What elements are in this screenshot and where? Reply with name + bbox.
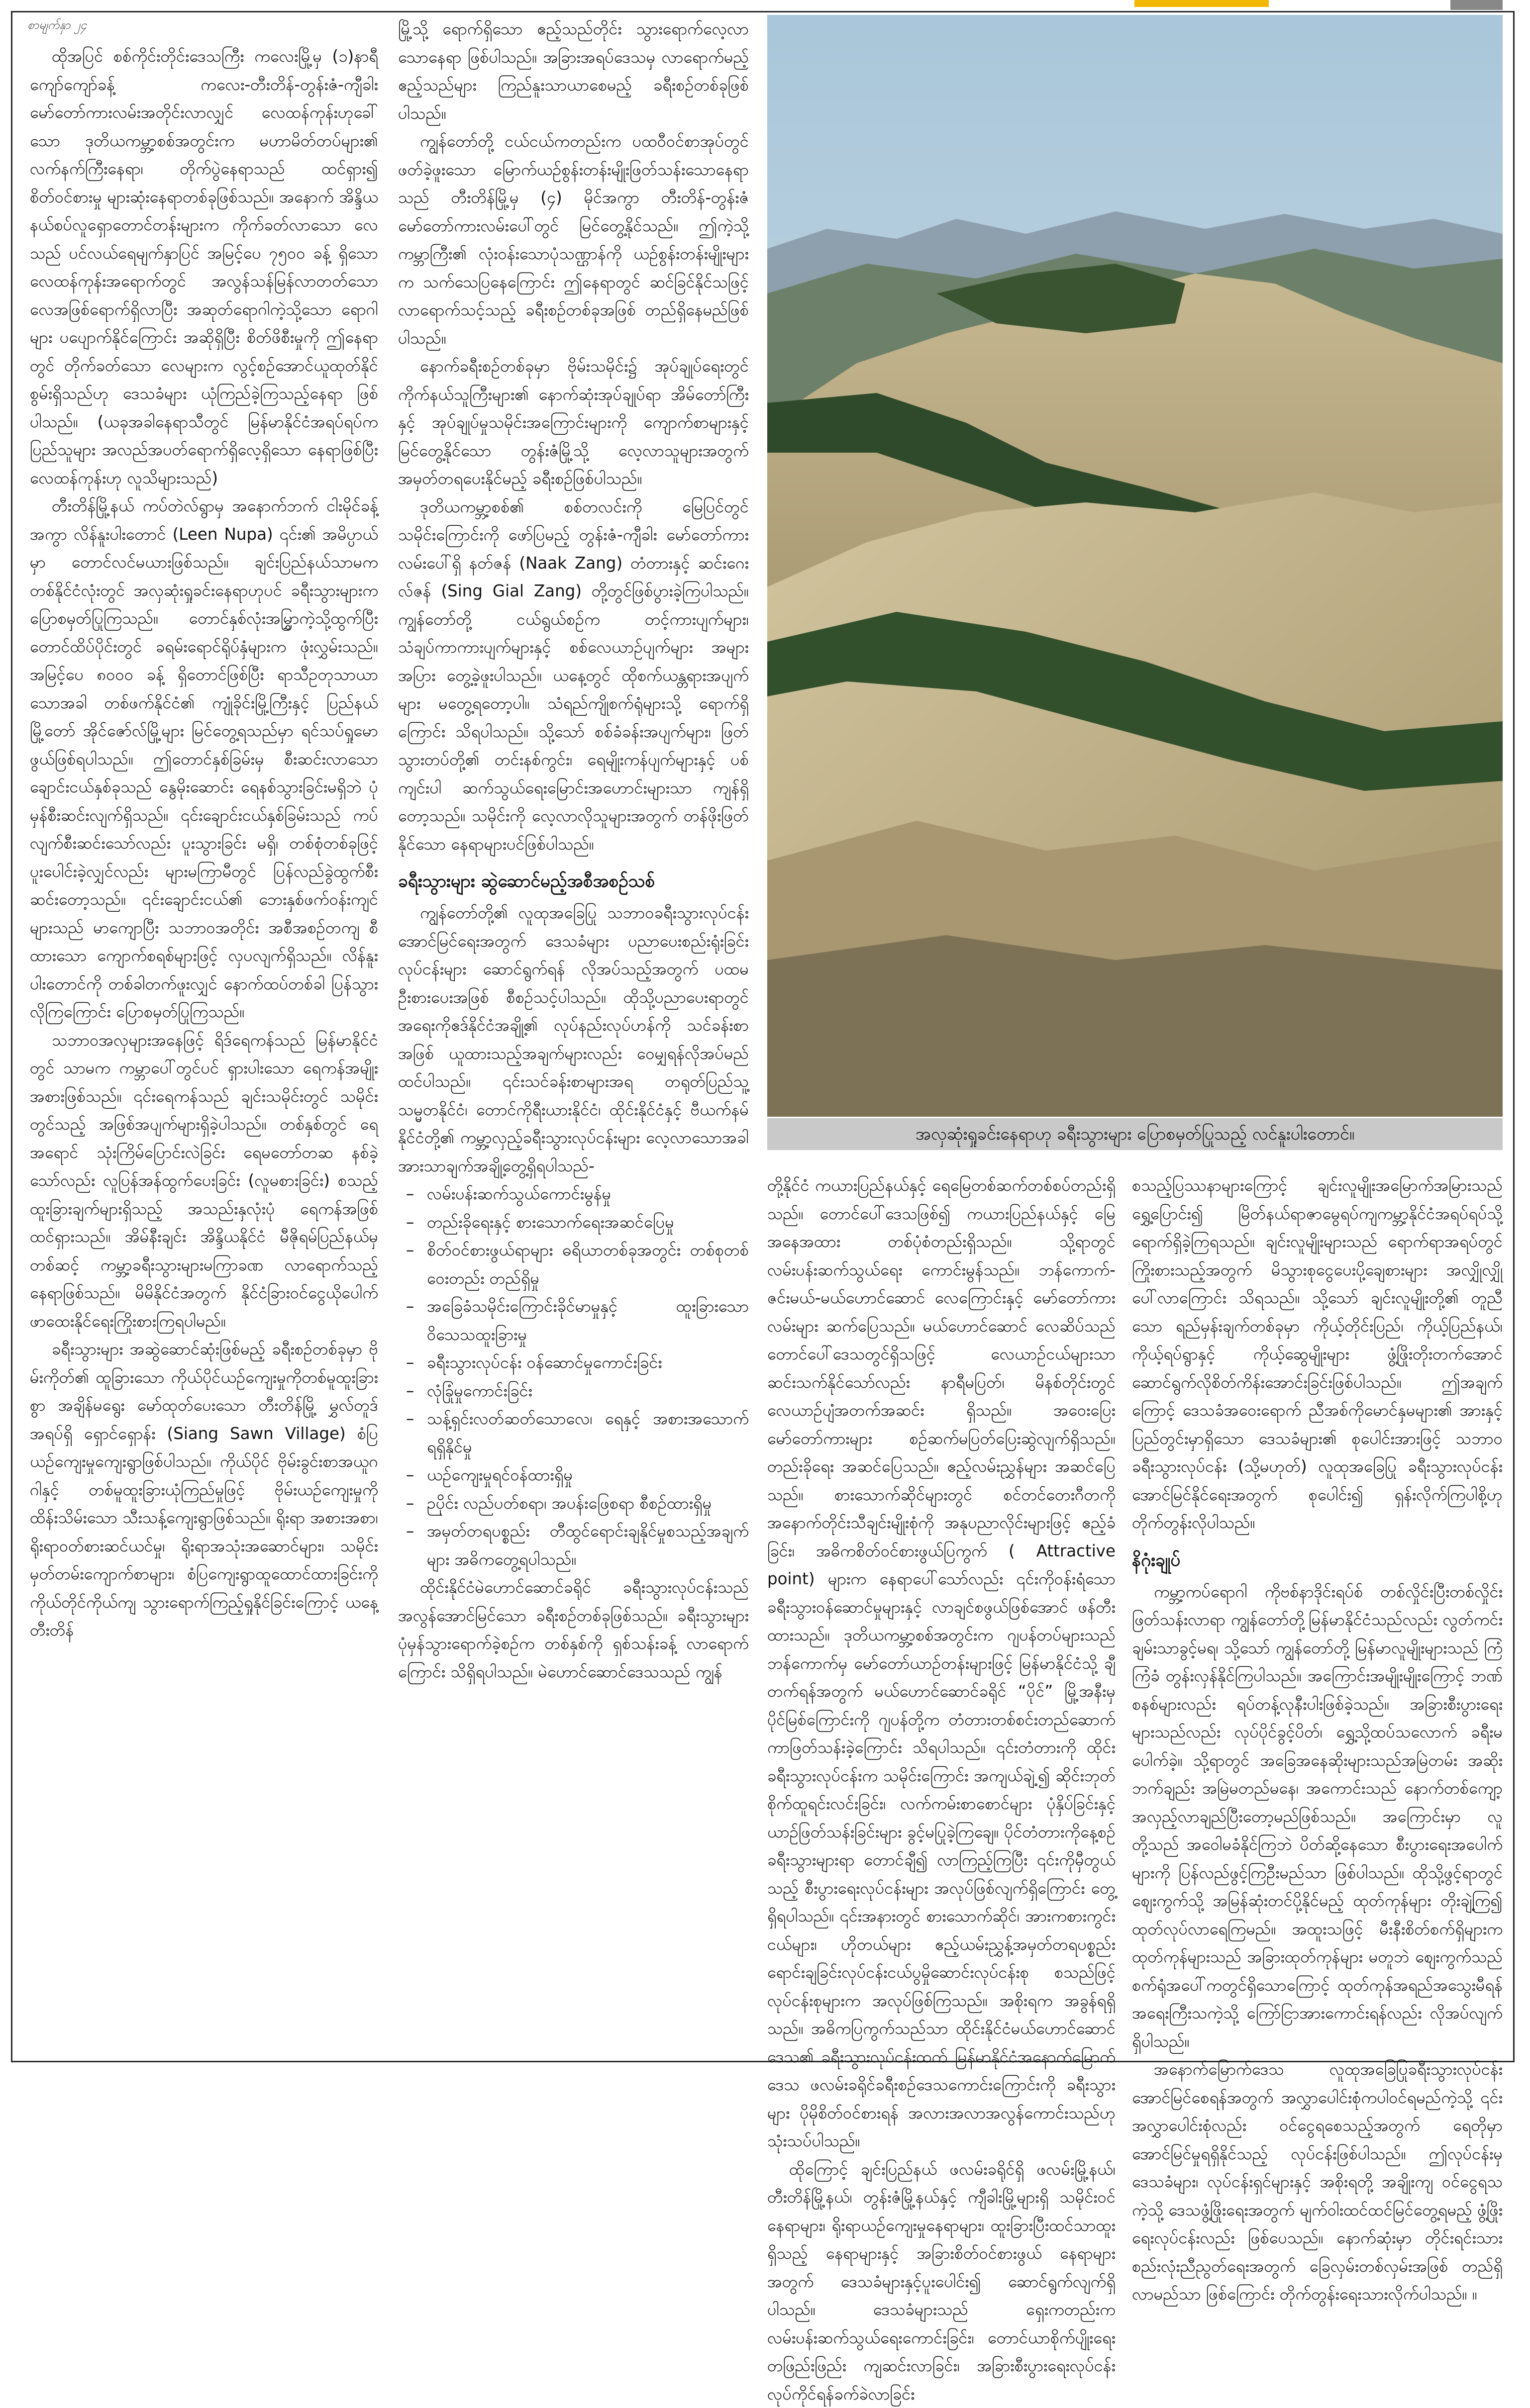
list-item-text: ဉပိုင်း လည်ပတ်စရာ၊ အပန်းဖြေစရာ စီစဉ်ထားရှိမှု <box>427 1494 712 1513</box>
article-photo <box>767 15 1503 1117</box>
list-item-text: ခရီးသွားလုပ်ငန်း ဝန်ဆောင်မှုကောင်းခြင်း <box>427 1353 662 1372</box>
list-item <box>398 1405 749 1461</box>
list-item <box>398 1489 749 1518</box>
list-item-text: ယဉ်ကျေးမှုရင်ဝန်ထားရှိမှု <box>427 1465 573 1484</box>
paragraph: ထိုအပြင် စစ်ကိုင်းတိုင်းဒေသကြီး ကလေးမြို့မှ (၁)နာရီကျော်ကျော်ခန့် ကလေး-တီးတိန်-တွန်းဇံ-ကျီခါး မော်တော်ကားလမ်းအတိုင်းလာလျှင် လေထန်ကုန်းဟုခေါ်သော ဒုတိယကမ္ဘာ့စစ်အတွင်းက မဟာမိတ်တပ်များ၏ လက်နက်ကြီးနေရာ၊ တိုက်ပွဲနေရာသည် ထင်ရှား၍ စိတ်ဝင်စားမှု များဆုံးနေရာတစ်ခုဖြစ်သည်။ အနောက် အိန္ဒိယနယ်စပ်လူရှောတောင်တန်းများက ကိုက်ခတ်လာသော လေသည် ပင်လယ်ရေမျက်နှာပြင် အမြင့်ပေ ၇၅၀၀ ခန့် ရှိသော လေထန်ကုန်းအရောက်တွင် အလွန်သန်မြန်လာတတ်သော လေအဖြစ်ရောက်ရှိလာပြီး အဆုတ်ရောဂါကဲ့သို့သော ရောဂါများ ပပျောက်နိုင်ကြောင်း အဆိုရှိပြီး စိတ်ဖိစီးမှုကို ဤနေရာတွင် တိုက်ခတ်သော လေများက လွင့်စဉ်အောင်ယူထုတ်နိုင်စွမ်းရှိသည်ဟု ဒေသခံများ ယုံကြည်ခဲ့ကြသည့်နေရာ ဖြစ်ပါသည်။ (ယခုအခါနေရာသီတွင် မြန်မာနိုင်ငံအရပ်ရပ်က ပြည်သူများ အလည်အပတ်ရောက်ရှိလေ့ရှိသော နေရာဖြစ်ပြီး လေထန်ကုန်းဟု လူသိများသည်) <box>30 42 378 492</box>
paragraph: အနောက်မြောက်ဒေသ လူထုအခြေပြုခရီးသွားလုပ်ငန်းအောင်မြင်စေရန်အတွက် အလွှာပေါင်းစုံကပါဝင်ရမည်ကဲ့သို့ ၎င်းအလွှာပေါင်းစုံလည်း ဝင်ငွေရစေသည့်အတွက် ရေတိုမှာ အောင်မြင်မှုရရှိနိုင်သည့် လုပ်ငန်းဖြစ်ပါသည်။ ဤလုပ်ငန်းမှ ဒေသခံများ၊ လုပ်ငန်းရှင်များနှင့် အစိုးရတို့ အချိုးကျ ဝင်ငွေရသကဲ့သို့ ဒေသဖွံ့ဖြိုးရေးအတွက် မျက်ဝါးထင်ထင်မြင်တွေ့ရမည့် ဖွံ့ဖြိုးရေးလုပ်ငန်းလည်း ဖြစ်ပေသည်။ နောက်ဆုံးမှာ တိုင်းရင်းသား စည်းလုံးညီညွတ်ရေးအတွက် ခြေလှမ်းတစ်လှမ်းအဖြစ် တည်ရှိလာမည်သာ ဖြစ်ကြောင်း တိုက်တွန်းရေးသားလိုက်ပါသည်။ ။ <box>1132 2055 1503 2309</box>
paragraph: ခရီးသွားများ အဆွဲဆောင်ဆုံးဖြစ်မည့် ခရီးစဉ်တစ်ခုမှာ ဗိုမ်းကိုတ်၏ ထူခြားသော ကိုယ်ပိုင်ယဉ်ကျေးမှုကိုတစ်မူထူးခြားစွာ အချိန်မရွေး မော်ထုတ်ပေးသော တီးတိန်မြို့ မွှလ်တူဒ်အရပ်ရှိ ရှောင်ရှောန်း (Siang Sawn Village) စံပြယဉ်ကျေးမှုကျေးရွာဖြစ်ပါသည်။ ကိုယ်ပိုင် ဗိုမ်းခွင်းစာအယူဂဂါနှင့် တစ်မူထူးခြားယုံကြည်မှုဖြင့် ဗိုမ်းယဉ်ကျေးမှုကို ထိန်းသိမ်းသော သီးသန့်ကျေးရွာဖြစ်သည်။ ရိုးရာ အစားအစာ၊ ရိုးရာဝတ်စားဆင်ယင်မှု၊ ရိုးရာအသုံးအဆောင်များ၊ သမိုင်းမှတ်တမ်းကျောက်စာများ၊ စံပြကျေးရွာထူထောင်ထားခြင်းကို ကိုယ်တိုင်ကိုယ်ကျ သွားရောက်ကြည့်ရှုနိုင်ခြင်းကြောင့် ယနေ့ တီးတိန် <box>30 1335 378 1644</box>
list-item <box>398 1461 749 1489</box>
page-header-label: စာမျက်နှာ ၂၄ <box>27 17 87 35</box>
paragraph: နောက်ခရီးစဉ်တစ်ခုမှာ ဗိုမ်းသမိုင်း၌ အုပ်ချုပ်ရေးတွင် ကိုက်နယ်သူကြီးများ၏ နောက်ဆုံးအုပ်ချုပ်ရာ အိမ်တော်ကြီးနှင့် အုပ်ချုပ်မှုသမိုင်းအကြောင်းများကို ကျောက်စာများနှင့် မြင်တွေ့နိုင်သော တွန်းဇံမြို့သို့ လေ့လာသူများအတွက် အမှတ်တရပေးနိုင်မည့် ခရီးစဉ်ဖြစ်ပါသည်။ <box>398 352 749 493</box>
list-item <box>398 1180 749 1208</box>
paragraph: ကျွန်တော်တို့၏ လူထုအခြေပြု သဘာဝခရီးသွားလုပ်ငန်း အောင်မြင်ရေးအတွက် ဒေသခံများ ပညာပေးစည်းရုံးခြင်းလုပ်ငန်းများ ဆောင်ရွက်ရန် လိုအပ်သည့်အတွက် ပထမဦးစားပေးအဖြစ် စီစဉ်သင့်ပါသည်။ ထိုသို့ပညာပေးရာတွင် အရေးကိုဧဒ်နိုင်ငံအချို့၏ လုပ်နည်းလုပ်ဟန်ကို သင်ခန်းစာအဖြစ် ယူထားသည့်အချက်များလည်း ဝေမျှရန်လိုအပ်မည်ထင်ပါသည်။ ၎င်းသင်ခန်းစာများအရ တရုတ်ပြည်သူ့သမ္မတနိုင်ငံ၊ တောင်ကိုရီးယားနိုင်ငံ၊ ထိုင်းနိုင်ငံနှင့် ဗီယက်နမ်နိုင်ငံတို့၏ ကမ္ဘာ့လှည့်ခရီးသွားလုပ်ငန်းများ လေ့လာသောအခါ အားသာချက်အချို့တွေ့ရှိရပါသည်- <box>398 899 749 1180</box>
dash-bullet: – <box>406 1461 414 1489</box>
paragraph: ကျွန်တော်တို့ ငယ်ငယ်ကတည်းက ပထဝီဝင်စာအုပ်တွင် ဖတ်ခဲ့ဖူးသော မြောက်ယဉ်စွန်းတန်းမျိုးဖြတ်သန်းသောနေရာသည် တီးတိန်မြို့မှ (၄) မိုင်အကွာ တီးတိန်-တွန်းဇံမော်တော်ကားလမ်းပေါ်တွင် မြင်တွေ့နိုင်သည်။ ဤကဲ့သို့ ကမ္ဘာကြီး၏ လုံးဝန်းသောပုံသဏ္ဌာန်ကို ယဉ်စွန်းတန်းမျိုးများက သက်သေပြနေကြောင်း ဤနေရာတွင် ဆင်ခြင်နိုင်သဖြင့် လာရောက်သင့်သည့် ခရီးစဉ်တစ်ခုအဖြစ် တည်ရှိနေမည်ဖြစ်ပါသည်။ <box>398 127 749 352</box>
paragraph: ကမ္ဘာ့ကပ်ရောဂါ ကိုဗစ်နာဒိုင်းရပ်စ် တစ်လှိုင်းပြီးတစ်လှိုင်းဖြတ်သန်းလာရာ ကျွန်တော်တို့မြန်မာနိုင်ငံသည်လည်း လွတ်ကင်းချမ်းသာခွင့်မရ၊ သို့သော် ကျွန်တော်တို့ မြန်မာလူမျိုးများသည် ကြံကြံခံ တွန်းလှန်နိုင်ကြပါသည်။ အကြောင်းအမျိုးမျိုးကြောင့် ဘဏ်စနစ်များလည်း ရပ်တန့်လုနီးပါးဖြစ်ခဲ့သည်။ အခြားစီးပွားရေးများသည်လည်း လုပ်ပိုင်ခွင့်ပိတ်၊ ရွှေ့သို့ထပ်သလောက် ခရီးမပေါက်ခဲ့။ သို့ရာတွင် အခြေအနေဆိုးများသည်အမြဲတမ်း အဆိုးဘက်ချည်း အမြဲမတည်မနေ၊ အကောင်းသည် နောက်တစ်ကျော့ အလှည့်လာချည်ပြီးတော့မည်ဖြစ်သည်။ အကြောင်းမှာ လူတို့သည် အဝေါမခံနိုင်ကြဘဲ ပိတ်ဆို့နေသော စီးပွားရေးအပေါက်များကို ပြန်လည်ဖွင့်ကြဦးမည်သာ ဖြစ်ပါသည်။ ထိုသို့ဖွင့်ရာတွင် စျေးကွက်သို့ အမြန်ဆုံးတင်ပို့နိုင်မည့် ထုတ်ကုန်များ တိုးချဲ့ကြ၍ ထုတ်လုပ်လာရေကြမည်။ အထူးသဖြင့် မီးနီးစိတ်စက်ရှိများက ထုတ်ကုန်များသည် အခြားထုတ်ကုန်များ မတူဘဲ စျေးကွက်သည် စက်ရုံအပေါ်ကတွင်ရှိသောကြောင့် ထုတ်ကုန်အရည်အသွေးမီရန် အရေးကြီးသကဲ့သို့ ကြော်ငြာအားကောင်းရန်လည်း လိုအပ်လျက်ရှိပါသည်။ <box>1132 1578 1503 2056</box>
article-column-3 <box>767 1171 1116 2052</box>
paragraph: တီးတိန်မြို့နယ် ကပ်တဲလ်ရွာမှ အနောက်ဘက် ငါးမိုင်ခန့်အကွာ လိန်နူးပါးတောင် (Leen Nupa) ၎င်း၏ အမိပ္ပာယ်မှာ တောင်လင်မယားဖြစ်သည်။ ချင်းပြည်နယ်သာမက တစ်နိုင်ငံလုံးတွင် အလှဆုံးရှုခင်းနေရာဟုပင် ခရီးသွားများက ပြောစမှတ်ပြုကြသည်။ တောင်နှစ်လုံးအမြွှာကဲ့သို့ထွက်ပြီး တောင်ထိပ်ပိုင်းတွင် ခရမ်းရောင်ရိုပ်နှံများက ဖုံးလွှမ်းသည်။ အမြင့်ပေ ၈၀၀၀ ခန့် ရှိတောင်ဖြစ်ပြီး ရာသီဥတုသာယာသောအခါ တစ်ဖက်နိုင်ငံ၏ ကျုံခိုင်းမြို့ကြီးနှင့် ပြည်နယ်မြို့တော် အိုင်ဇော်လ်မြို့များ မြင်တွေ့ရသည်မှာ ရင်သပ်ရှုမောဖွယ်ဖြစ်ရပါသည်။ ဤတောင်နှစ်ခြမ်းမှ စီးဆင်းလာသော ချောင်းငယ်နှစ်ခုသည် နွေမိုးဆောင်း ရေနစ်သွားခြင်းမရှိဘဲ ပုံမှန်စီးဆင်းလျက်ရှိသည်။ ၎င်းချောင်းငယ်နှစ်ခြမ်းသည် ကပ်လျက်စီးဆင်းသော်လည်း ပူးသွားခြင်း မရှိ၊ တစ်စုံတစ်ခုဖြင့် ပူးပေါင်းခဲ့လျှင်လည်း များမကြာမီတွင် ပြန်လည်ခွဲထွက်စီးဆင်းတော့သည်။ ၎င်းချောင်းငယ်၏ ဘေးနှစ်ဖက်ဝန်းကျင်များသည် မာကျောပြီး သဘာဝအတိုင်း အစီအစဉ်တကျ စီထားသော ကျောက်စရစ်များဖြင့် လှပလျက်ရှိသည်။ လိန်နူးပါးတောင်ကို တစ်ခါတက်ဖူးလျှင် နောက်ထပ်တစ်ခါ ပြန်သွားလိုကြကြောင်း ပြောစမှတ်ပြုကြသည်။ <box>30 492 378 1026</box>
dash-bullet: – <box>406 1517 414 1545</box>
dash-bullet: – <box>406 1292 414 1321</box>
list-item-text: လမ်းပန်းဆက်သွယ်ကောင်းမွန်မှု <box>427 1184 611 1203</box>
list-item <box>398 1208 749 1237</box>
mountain-landscape-image <box>767 15 1503 1117</box>
dash-bullet: – <box>406 1405 414 1433</box>
article-column-1 <box>30 42 378 2052</box>
article-column-4 <box>1132 1171 1503 2052</box>
list-item-text: စိတ်ဝင်စားဖွယ်ရာများ ဓရိယာတစ်ခုအတွင်း တစ်စုတစ်ဝေးတည်း တည်ရှိမှု <box>427 1241 749 1288</box>
list-item-text: လုံခြုံမှုကောင်းခြင်း <box>427 1381 532 1400</box>
list-item <box>398 1292 749 1348</box>
dash-bullet: – <box>406 1377 414 1405</box>
paragraph: စသည့်ပြဿနာများကြောင့် ချင်းလူမျိုးအမြောက်အမြားသည် ရွှေ့ပြောင်း၍ မြိတ်နယ်ရာဇာမွေရပ်ကျကမ္ဘာ့နိုင်ငံအရပ်ရပ်သို့ ရောက်ရှိခဲ့ကြရသည်။ ချင်းလူမျိုးများသည် ရောက်ရာအရပ်တွင် ကြိုးစားသည့်အတွက် မိသွားစုငွေပေးပို့ချေစားများ အလျှိုလျှိုပေါ်လာကြောင်း သိရသည်။ သို့သော် ချင်းလူမျိုးတို့၏ တူညီသော ရည်မှန်းချက်တစ်ခုမှာ ကိုယ့်တိုင်းပြည်၊ ကိုယ့်ပြည်နယ်၊ ကိုယ့်ရပ်ရွာနှင့် ကိုယ့်ဆွေမျိုးများ ဖွံ့ဖြိုးတိုးတက်အောင် ဆောင်ရွက်လိုစိတ်ကိန်းအောင်းခြင်းဖြစ်ပါသည်။ ဤအချက်ကြောင့် ဒေသခံအဝေးရောက် ညီအစ်ကိုမောင်နှမများ၏ အားနှင့် ပြည်တွင်းမှာရှိသော ဒေသခံများ၏ စုပေါင်းအားဖြင့် သဘာဝခရီးသွားလုပ်ငန်း (သို့မဟုတ်) လူထုအခြေပြု ခရီးသွားလုပ်ငန်း အောင်မြင်နိုင်ရေးအတွက် စုပေါင်း၍ ရှန်းလိုက်ကြပါစို့ဟု တိုက်တွန်းလိုပါသည်။ <box>1132 1171 1503 1537</box>
dash-bullet: – <box>406 1208 414 1237</box>
bullet-list <box>398 1180 749 1573</box>
section-heading: နိဂုံးချုပ် <box>1132 1544 1503 1577</box>
photo-caption: အလှဆုံးရှုခင်းနေရာဟု ခရီးသွားများ ပြောစမှတ်ပြုသည့် လင်နူးပါးတောင်။ <box>767 1118 1503 1150</box>
list-item <box>398 1236 749 1292</box>
paragraph: ထိုကြောင့် ချင်းပြည်နယ် ဖလမ်းခရိုင်ရှိ ဖလမ်းမြို့နယ်၊ တီးတိန်မြို့နယ်၊ တွန်းဇံမြို့နယ်နှင့် ကျီခါးမြို့များရှိ သမိုင်းဝင်နေရာများ၊ ရိုးရာယဉ်ကျေးမှုနေရာများ၊ ထူးခြားပြီးထင်သာထူးရှိသည့် နေရာများနှင့် အခြားစိတ်ဝင်စားဖွယ် နေရာများအတွက် ဒေသခံများနှင့်ပူးပေါင်း၍ ဆောင်ရွက်လျက်ရှိပါသည်။ ဒေသခံများသည် ရှေးကတည်းက လမ်းပန်းဆက်သွယ်ရေးကောင်းခြင်း၊ တောင်ယာစိုက်ပျိုးရေးတဖြည်းဖြည်း ကျဆင်းလာခြင်း၊ အခြားစီးပွားရေးလုပ်ငန်း လုပ်ကိုင်ရန်ခက်ခဲလာခြင်း <box>767 2155 1116 2408</box>
paragraph: ထိုင်းနိုင်ငံမဲဟောင်ဆောင်ခရိုင် ခရီးသွားလုပ်ငန်းသည် အလွန်အောင်မြင်သော ခရီးစဉ်တစ်ခုဖြစ်သည်။ ခရီးသွားများ ပုံမှန်သွားရောက်ခဲ့စဉ်က တစ်နှစ်ကို ရှစ်သန်းခန့် လာရောက်ကြောင်း သိရှိရပါသည်။ မဲဟောင်ဆောင်ဒေသသည် ကျွန် <box>398 1573 749 1686</box>
dash-bullet: – <box>406 1348 414 1377</box>
list-item-text: တည်းခိုရေးနှင့် စားသောက်ရေးအဆင်ပြေမှု <box>427 1213 674 1232</box>
section-heading: ခရီးသွားများ ဆွဲဆောင်မည့်အစီအစဉ်သစ် <box>398 865 749 898</box>
list-item <box>398 1377 749 1405</box>
dash-bullet: – <box>406 1489 414 1518</box>
dash-bullet: – <box>406 1236 414 1264</box>
list-item-text: အခြေခံသမိုင်းကြောင်းခိုင်မာမှုနှင့် ထူးခြားသော ဝိသေသထူးခြားမှု <box>427 1297 749 1344</box>
list-item-text: အမှတ်တရပစ္စည်း တီထွင်ရောင်းချနိုင်မှုစသည့်အချက်များ အဓိကတွေ့ရပါသည်။ <box>427 1522 749 1569</box>
list-item <box>398 1517 749 1573</box>
paragraph: သဘာဝအလှများအနေဖြင့် ရိဒ်ရေကန်သည် မြန်မာနိုင်ငံတွင် သာမက ကမ္ဘာပေါ်တွင်ပင် ရှားပါးသော ရေကန်အမျိုးအစားဖြစ်သည်။ ၎င်းရေကန်သည် ချင်းသမိုင်းတွင် သမိုင်းတွင်သည့် အဖြစ်အပျက်များရှိခဲ့ပါသည်။ တစ်နှစ်တွင် ရေအရောင် သုံးကြိမ်ပြောင်းလဲခြင်း ရေမတော်တဆ နစ်ခဲ့သော်လည်း လူပြန်အန်ထွက်ပေးခြင်း (လူမစားခြင်း) စသည့်ထူးခြားချက်များရှိသည့် အသည်းနှလုံးပုံ ရေကန်အဖြစ် ထင်ရှားသည်။ အိမ်နီးချင်း အိန္ဒိယနိုင်ငံ မီဇိုရမ်ပြည်နယ်မှတစ်ဆင့် ကမ္ဘာ့ခရီးသွားများမကြာခဏ လာရောက်သည့်နေရာဖြစ်သည်။ မိမိနိုင်ငံအတွက် နိုင်ငံခြားဝင်ငွေယိုပေါက် ဖာထေးနိုင်ရေးကြိုးစားကြရပါမည်။ <box>30 1026 378 1336</box>
header-accent-bar <box>1134 0 1269 7</box>
paragraph: မြို့သို့ ရောက်ရှိသော ဧည့်သည်တိုင်း သွားရောက်လေ့လာသောနေရာ ဖြစ်ပါသည်။ အခြားအရပ်ဒေသမှ လာရောက်မည့် ဧည့်သည်များ ကြည်နူးသာယာစေမည့် ခရီးစဉ်တစ်ခုဖြစ်ပါသည်။ <box>398 15 749 127</box>
paragraph: တို့နိုင်ငံ ကယားပြည်နယ်နှင့် ရေမြေတစ်ဆက်တစ်စပ်တည်းရှိသည်။ တောင်ပေါ်ဒေသဖြစ်၍ ကယားပြည်နယ်နှင့် မြေအနေအထား တစ်ပုံစံတည်းရှိသည်။ သို့ရာတွင် လမ်းပန်းဆက်သွယ်ရေး ကောင်းမွန်သည်။ ဘန်ကောက်-ဇင်းမယ်-မယ်ဟောင်ဆောင် လေကြောင်းနှင့် မော်တော်ကားလမ်းများ ဆက်ပြေသည်။ မယ်ဟောင်ဆောင် လေဆိပ်သည် တောင်ပေါ်ဒေသတွင်ရှိသဖြင့် လေယာဉ်ငယ်များသာ ဆင်းသက်နိုင်သော်လည်း နာရီမပြတ်၊ မိနစ်တိုင်းတွင် လေယာဉ်ပျံအတက်အဆင်း ရှိသည်။ အဝေးပြေးမော်တော်ကားများ စဉ်ဆက်မပြတ်ပြေးဆွဲလျက်ရှိသည်။ တည်းခိုရေး အဆင်ပြေသည်။ ဧည့်လမ်းညွှန်များ အဆင်ပြေသည်။ စားသောက်ဆိုင်များတွင် စင်တင်တေးဂီတကို အနောက်တိုင်းသီချင်းမျိုးစုံကို အနုပညာလိုင်းများဖြင့် ဧည့်ခံခြင်း၊ အဓိကစိတ်ဝင်စားဖွယ်ပြကွက် ( Attractive point) များက နေရာပေါ်သော်လည်း ၎င်းကိုဝန်းရံသော ခရီးသွားဝန်ဆောင်မှုများနှင့် လာချင်စဖွယ်ဖြစ်အောင် ဖန်တီးထားသည်။ ဒုတိယကမ္ဘာ့စစ်အတွင်းက ဂျပန်တပ်များသည် ဘန်ကောက်မှ မော်တော်ယာဉ်တန်းများဖြင့် မြန်မာနိုင်ငံသို့ ချီတက်ရန်အတွက် မယ်ဟောင်ဆောင်ခရိုင် “ပိုင်” မြို့အနီးမှ ပိုင်မြစ်ကြောင်းကို ဂျပန်တို့က တံတားတစ်စင်းတည်ဆောက်ကာဖြတ်သန်းခဲ့ကြောင်း သိရပါသည်။ ၎င်းတံတားကို ထိုင်းခရီးသွားလုပ်ငန်းက သမိုင်းကြောင်း အကျယ်ချဲ့၍ ဆိုင်းဘုတ်စိုက်ထူရင်းလင်းခြင်း၊ လက်ကမ်းစာစောင်များ ပုံနှိပ်ခြင်းနှင့် ယာဉ်ဖြတ်သန်းခြင်းများ ခွင့်မပြုခဲ့ကြချေ။ ပိုင်တံတားကိုနေ့စဉ်ခရီးသွားများရာ တောင်ချီ၍ လာကြည့်ကြပြီး ၎င်းကိုမှီတွယ်သည့် စီးပွားရေးလုပ်ငန်းများ အလုပ်ဖြစ်လျက်ရှိကြောင်း တွေ့ရှိရပါသည်။ ၎င်းအနားတွင် စားသောက်ဆိုင်၊ အားကစားကွင်းငယ်များ၊ ဟိုတယ်များ ဧည့်ယမ်းညွှန့်အမှတ်တရပစ္စည်းရောင်းချခြင်းလုပ်ငန်းငယ်ပွမှိုဆောင်းလုပ်ငန်းစု စသည်ဖြင့် လုပ်ငန်းစုများက အလုပ်ဖြစ်ကြသည်။ အစိုးရက အခွန်ရရှိသည်။ အဓိကပြကွက်သည်သာ ထိုင်းနိုင်ငံမယ်ဟောင်ဆောင်ဒေသ၏ ခရီးသွားလုပ်ငန်းထက် မြန်မာနိုင်ငံအနောက်မြောက်ဒေသ ဖလမ်းခရိုင်ခရီးစဉ်ဒေသကောင်းကြောင်းကို ခရီးသွားများ ပိုမိုစိတ်ဝင်စားရန် အလားအလာအလွန်ကောင်းသည်ဟု သုံးသပ်ပါသည်။ <box>767 1171 1116 2155</box>
list-item-text: သန့်ရှင်းလတ်ဆတ်သောလေ၊ ရေနှင့် အစားအသောက်ရရှိနိုင်မှု <box>427 1409 749 1456</box>
paragraph: ဒုတိယကမ္ဘာ့စစ်၏ စစ်တလင်းကို မြေပြင်တွင် သမိုင်းကြောင်းကို ဖော်ပြမည့် တွန်းဇံ-ကျီခါး မော်တော်ကားလမ်းပေါ်ရှိ နတ်ဇန် (Naak Zang) တံတားနှင့် ဆင်းဂေးလ်ဇန် (Sing Gial Zang) တို့တွင်ဖြစ်ပွားခဲ့ကြပါသည်။ ကျွန်တော်တို့ ငယ်ရွယ်စဉ်က တင့်ကားပျက်များ၊ သံချပ်ကာကားပျက်များနှင့် စစ်လေယာဉ်ပျက်များ အများအပြား တွေ့ခဲ့ဖူးပါသည်။ ယနေ့တွင် ထိုစက်ယန္တရားအပျက်များ မတွေ့ရတော့ပါ။ သံရည်ကျိုစက်ရုံများသို့ ရောက်ရှိကြောင်း သိရပါသည်။ သို့သော် စစ်ခံခန်းအပျက်များ၊ ဖြတ်သွားတပ်တို့၏ တင်းနစ်ကွင်း၊ ရေမျိုးကန်ပျက်များနှင့် ပစ်ကျင်းပါ ဆက်သွယ်ရေးမြောင်းအဟောင်းများသာ ကျန်ရှိတော့သည်။ သမိုင်းကို လေ့လာလိုသူများအတွက် တန်ဖိုးဖြတ်နိုင်သော နေရာများပင်ဖြစ်ပါသည်။ <box>398 493 749 859</box>
header-page-tab <box>1450 0 1503 10</box>
list-item <box>398 1348 749 1377</box>
dash-bullet: – <box>406 1180 414 1208</box>
article-column-2 <box>398 15 749 2052</box>
